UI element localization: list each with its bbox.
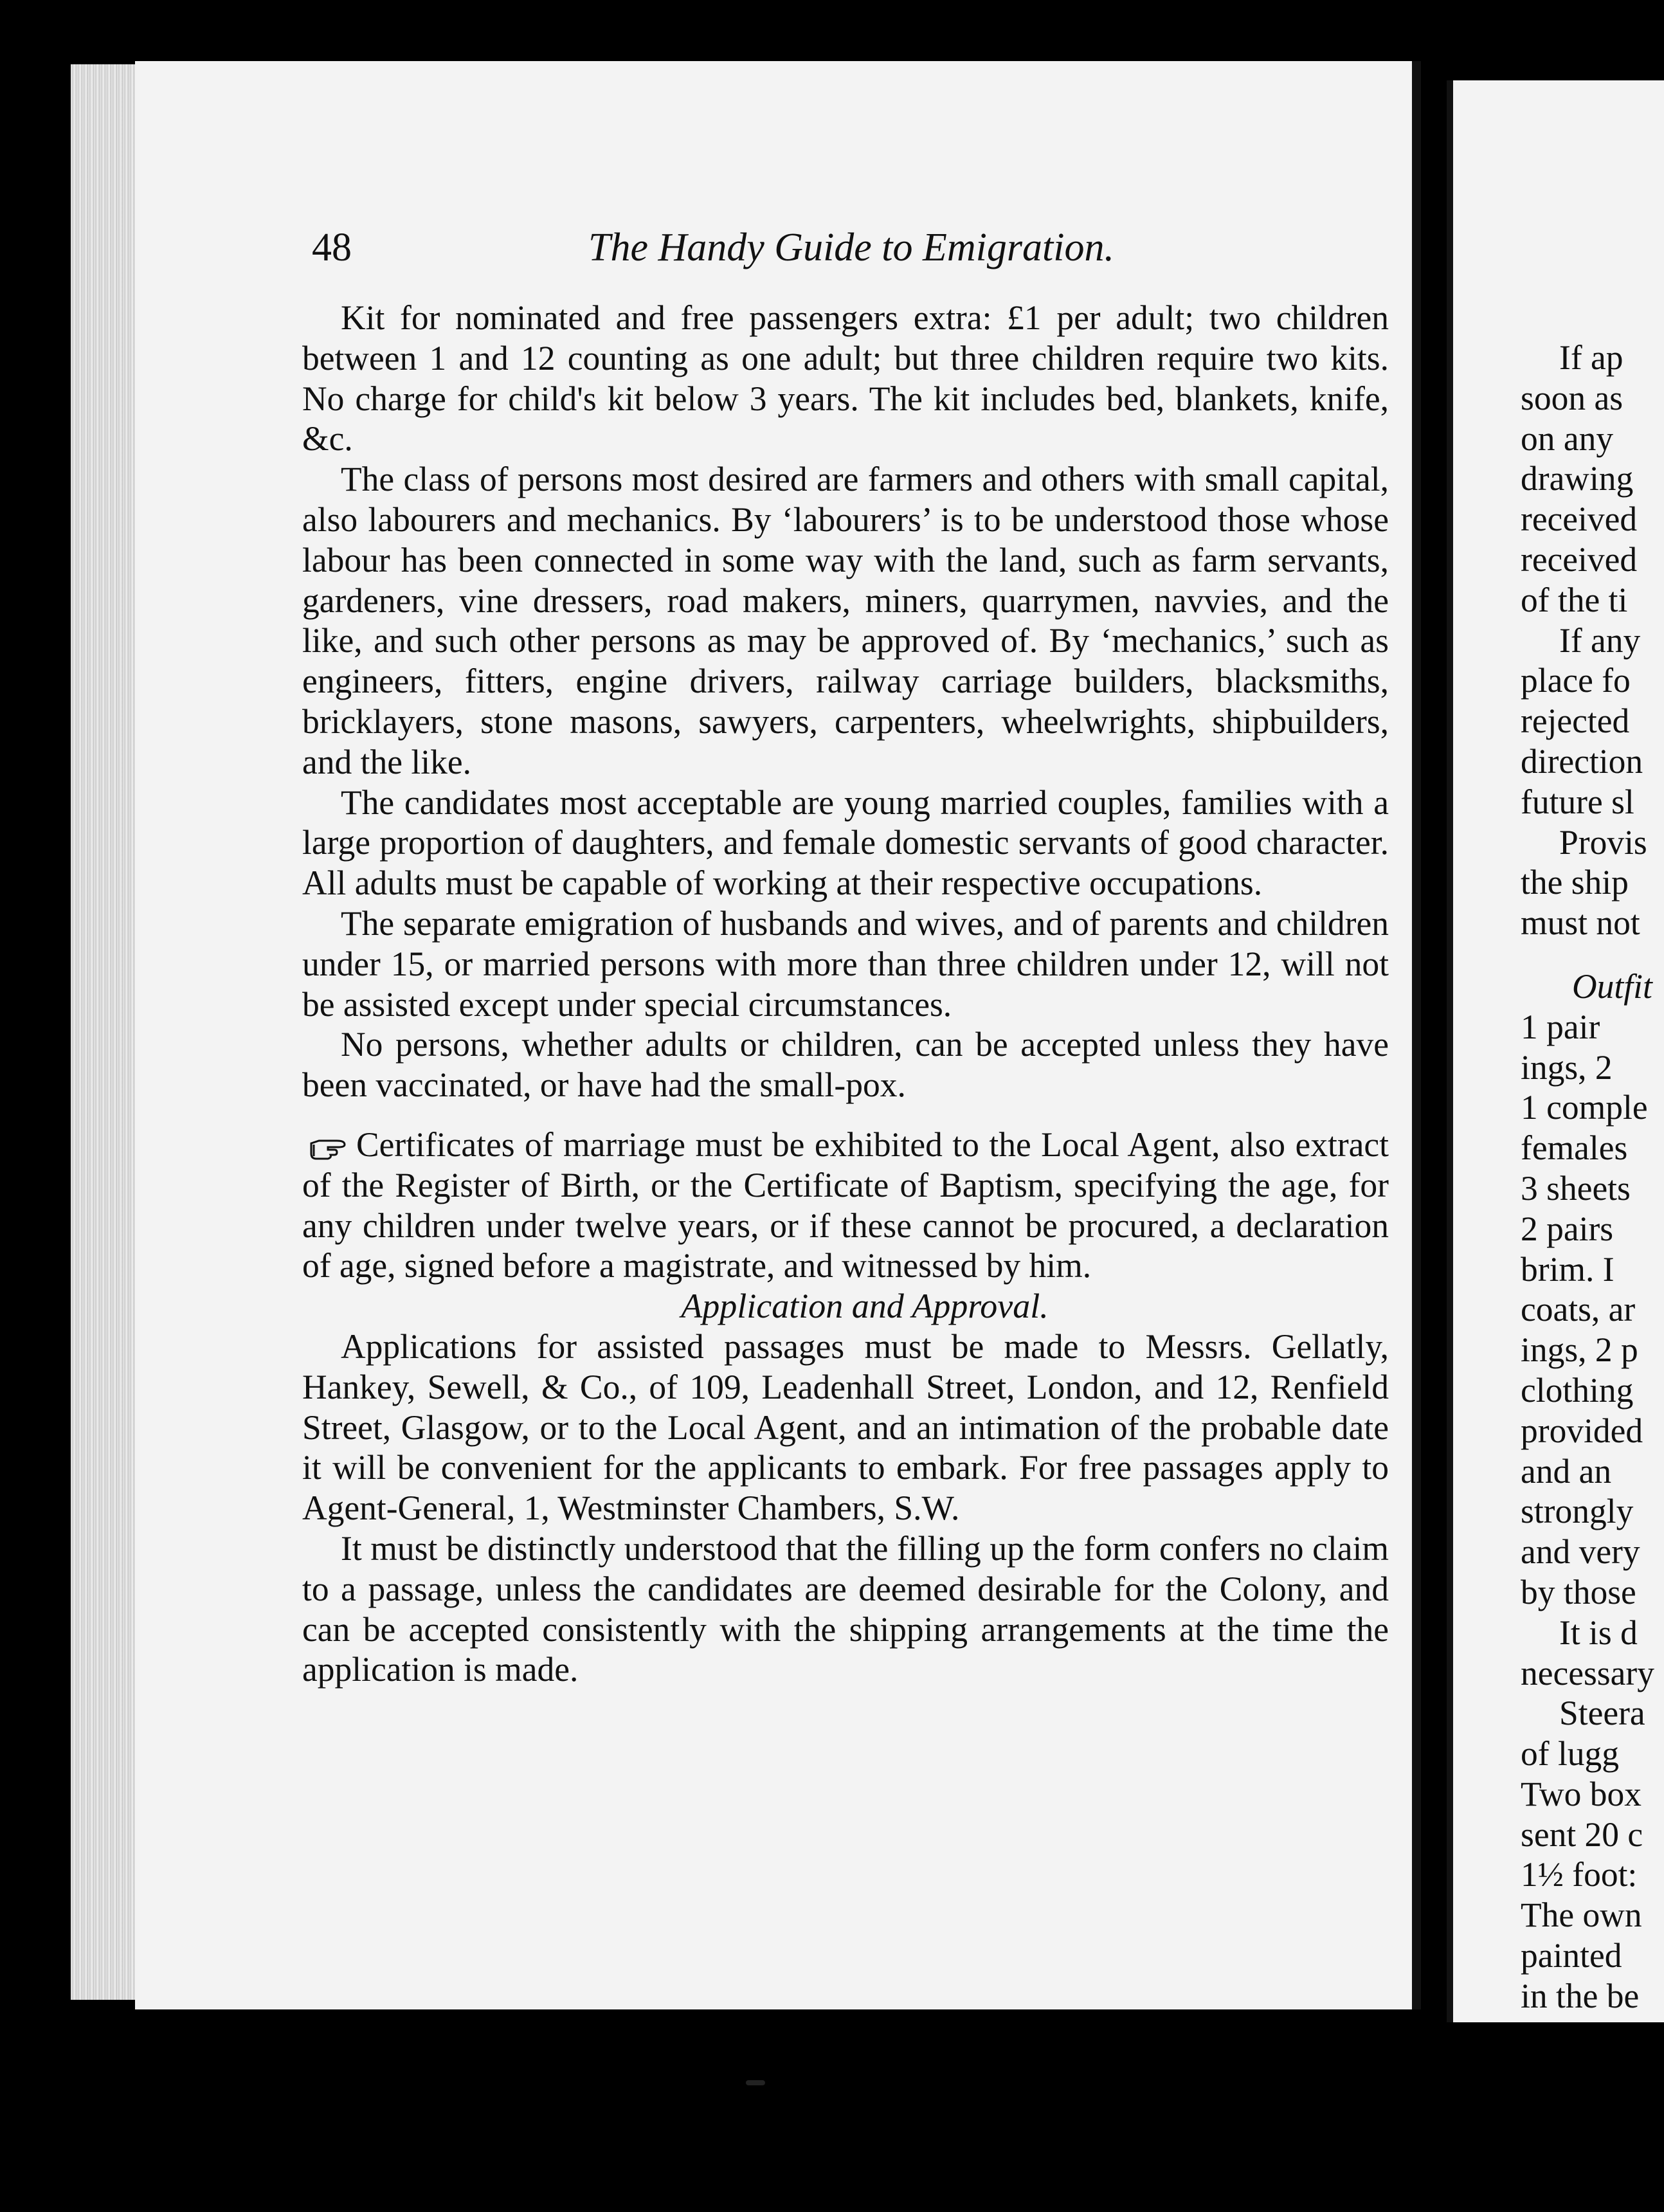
right-line: brim. I — [1521, 1249, 1614, 1289]
right-line: ings, 2 — [1521, 1047, 1613, 1087]
paragraph-persons-desired: The class of persons most desired are farmers and others with small capital, also labourers and mechanics. By ‘labourers’ is to be understood those whose labour has been connected in some way with the land, such as farm servants, gardeners, vine dressers, road makers, miners, quarrymen, navvies, and the like, and such other persons as may be approved of. By ‘mechanics,’ such as engineers, fitters, engine drivers, railway carriage builders, blacksmiths, bricklayers, stone masons, sawyers, carpenters, wheelwrights, shipbuilders, and the like. — [302, 460, 1389, 781]
right-line: 2 pairs — [1521, 1209, 1614, 1248]
right-line: and very — [1521, 1532, 1640, 1572]
right-line: by those — [1521, 1572, 1636, 1611]
right-line: The own — [1521, 1896, 1642, 1935]
right-line: ings, 2 p — [1521, 1330, 1638, 1370]
right-line: clothing — [1521, 1370, 1634, 1410]
right-line: 1 pair — [1521, 1007, 1600, 1046]
right-line: of the ti — [1521, 580, 1628, 619]
right-line: the ship — [1521, 863, 1629, 902]
right-line: of lugg — [1521, 1734, 1620, 1773]
paragraph-vaccination: No persons, whether adults or children, can be accepted unless they have been vaccinated, or have had the small-pox. — [302, 1025, 1389, 1105]
running-head — [312, 212, 1148, 283]
right-line: sent 20 c — [1521, 1815, 1643, 1854]
right-line: direction — [1521, 741, 1643, 781]
notice-text: Certificates of marriage must be exhibited to the Local Agent, also extract of the Register of Birth, or the Certificate of Baptism, specifying the age, for any children under twelve years, or if these cannot be procured, a declaration of age, signed before a magistrate, and witnessed by him. — [302, 1125, 1389, 1285]
right-line: coats, ar — [1521, 1290, 1636, 1329]
right-line: must not — [1521, 903, 1640, 943]
right-line: drawing — [1521, 459, 1634, 498]
paragraph-candidates: The candidates most acceptable are young married couples, families with a large proportion of daughters, and female domestic servants of good character. All adults must be capable of working at their respective occupations. — [302, 783, 1389, 903]
right-line: 1½ foot: — [1521, 1855, 1638, 1894]
right-subheading: Outfit — [1572, 966, 1652, 1006]
page-number: 48 — [312, 226, 352, 269]
running-title: The Handy Guide to Emigration. — [588, 226, 1114, 269]
right-line: soon as — [1521, 378, 1623, 417]
right-line: strongly — [1521, 1492, 1634, 1531]
bottom-ink-mark — [746, 2080, 765, 2085]
paragraph-distinctly-understood: It must be distinctly understood that the filling up the form confers no claim to a passage, unless the candidates are deemed desirable for the Colony, and can be accepted consistently with the shipping arrangements at the time the application is made. — [302, 1528, 1389, 1689]
notice-paragraph — [302, 1125, 1389, 1286]
section-heading: Application and Approval. — [681, 1287, 1049, 1326]
right-line: on any — [1521, 419, 1614, 458]
right-line: received — [1521, 500, 1638, 539]
right-line: future sl — [1521, 782, 1634, 821]
right-line: It is d — [1559, 1613, 1638, 1652]
right-line: provided — [1521, 1411, 1643, 1450]
right-line: Steera — [1559, 1694, 1645, 1733]
right-line: 3 sheets — [1521, 1168, 1631, 1208]
right-line: If ap — [1559, 338, 1623, 377]
right-line: females — [1521, 1129, 1628, 1168]
right-line: place fo — [1521, 661, 1631, 700]
right-line: necessary — [1521, 1653, 1654, 1692]
right-line: Two box — [1521, 1774, 1641, 1813]
right-line: in the be — [1521, 1976, 1640, 2015]
paragraph-separate-emigration: The separate emigration of husbands and wives, and of parents and children under 15, or married persons with more than three children under 12, will not be assisted except under special circumstances. — [302, 903, 1389, 1024]
right-line: painted — [1521, 1936, 1622, 1975]
right-line: If any — [1559, 621, 1641, 660]
right-line: and an — [1521, 1451, 1612, 1491]
paragraph-kit: Kit for nominated and free passengers extra: £1 per adult; two children between 1 and 12 counting as one adult; but three children require two kits. No charge for child's kit below 3 years. The kit includes bed, blankets, knife, &c. — [302, 298, 1389, 458]
right-line: rejected — [1521, 702, 1630, 741]
main-text — [302, 298, 1389, 1690]
paragraph-applications: Applications for assisted passages must be made to Messrs. Gellatly, Hankey, Sewell, & Co., of 109, Leadenhall Street, London, and 12, Renfield Street, Glasgow, or to the Local Agent, and an intimation of the probable date it will be convenient for the applicants to embark. For free passages apply to Agent-General, 1, Westminster Chambers, S.W. — [302, 1327, 1389, 1528]
right-line: 1 comple — [1521, 1088, 1648, 1127]
right-line: Provis — [1559, 822, 1647, 862]
pointing-hand-icon — [309, 1136, 347, 1161]
right-page-text — [1521, 338, 1664, 2017]
right-line: received — [1521, 539, 1638, 579]
right-gap — [1521, 943, 1664, 966]
